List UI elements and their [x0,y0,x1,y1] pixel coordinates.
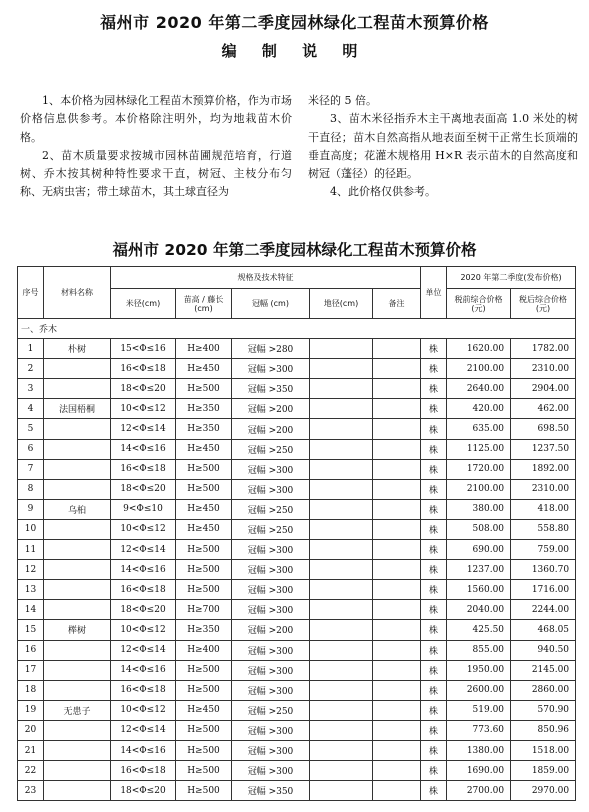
cell-height: H≥500 [176,660,232,680]
cell-diameter: 14<Φ≤16 [111,560,176,580]
cell-pre-tax-price: 1950.00 [447,660,511,680]
cell-seq: 11 [18,540,44,560]
cell-diameter: 12<Φ≤14 [111,419,176,439]
cell-crown: 冠幅 >200 [232,620,310,640]
cell-ground-diameter [310,540,373,560]
cell-ground-diameter [310,419,373,439]
table-row [18,479,576,499]
cell-material-name [44,560,111,580]
cell-crown: 冠幅 >300 [232,761,310,781]
cell-crown: 冠幅 >300 [232,459,310,479]
cell-remark [373,620,421,640]
cell-ground-diameter [310,519,373,539]
table-row [18,399,576,419]
cell-seq: 23 [18,781,44,801]
cell-crown: 冠幅 >350 [232,379,310,399]
cell-unit: 株 [421,439,447,459]
cell-remark [373,339,421,359]
cell-pre-tax-price: 1125.00 [447,439,511,459]
cell-seq: 21 [18,740,44,760]
cell-pre-tax-price: 2600.00 [447,680,511,700]
header-price-group: 2020 年第二季度(发布价格) [447,267,576,289]
cell-pre-tax-price: 2100.00 [447,479,511,499]
cell-height: H≥500 [176,740,232,760]
cell-remark [373,399,421,419]
cell-ground-diameter [310,399,373,419]
notes-right-column [308,92,578,202]
cell-crown: 冠幅 >250 [232,700,310,720]
category-row [18,319,576,339]
cell-seq: 2 [18,359,44,379]
cell-diameter: 18<Φ≤20 [111,479,176,499]
table-row [18,620,576,640]
cell-pre-tax-price: 425.50 [447,620,511,640]
cell-seq: 16 [18,640,44,660]
table-row [18,660,576,680]
cell-diameter: 14<Φ≤16 [111,740,176,760]
cell-post-tax-price: 1782.00 [511,339,576,359]
cell-material-name: 法国梧桐 [44,399,111,419]
cell-unit: 株 [421,419,447,439]
header-remark: 备注 [373,289,421,319]
table-row [18,680,576,700]
cell-material-name: 朴树 [44,339,111,359]
cell-crown: 冠幅 >300 [232,680,310,700]
cell-unit: 株 [421,339,447,359]
cell-remark [373,680,421,700]
cell-crown: 冠幅 >250 [232,439,310,459]
table-row [18,379,576,399]
cell-pre-tax-price: 2700.00 [447,781,511,801]
cell-diameter: 12<Φ≤14 [111,720,176,740]
cell-ground-diameter [310,580,373,600]
cell-height: H≥450 [176,439,232,459]
notes-section [20,92,576,212]
note-paragraph: 米径的 5 倍。 [308,94,377,107]
note-paragraph: 1、本价格为园林绿化工程苗木预算价格，作为市场价格信息供参考。本价格除注明外，均为地栽苗木价格。 [20,94,292,144]
cell-pre-tax-price: 519.00 [447,700,511,720]
cell-unit: 株 [421,700,447,720]
cell-post-tax-price: 2860.00 [511,680,576,700]
table-row [18,519,576,539]
cell-seq: 8 [18,479,44,499]
table-body [18,319,576,801]
cell-unit: 株 [421,459,447,479]
cell-ground-diameter [310,600,373,620]
cell-unit: 株 [421,660,447,680]
cell-unit: 株 [421,560,447,580]
cell-unit: 株 [421,620,447,640]
table-row [18,359,576,379]
cell-diameter: 18<Φ≤20 [111,379,176,399]
cell-remark [373,419,421,439]
cell-diameter: 14<Φ≤16 [111,660,176,680]
cell-diameter: 15<Φ≤16 [111,339,176,359]
cell-ground-diameter [310,620,373,640]
cell-post-tax-price: 570.90 [511,700,576,720]
cell-remark [373,439,421,459]
cell-diameter: 14<Φ≤16 [111,439,176,459]
cell-remark [373,479,421,499]
cell-diameter: 12<Φ≤14 [111,540,176,560]
cell-crown: 冠幅 >300 [232,600,310,620]
section-subtitle: 编 制 说 明 [221,42,368,60]
cell-height: H≥400 [176,339,232,359]
header-pre-tax-price: 税前综合价格(元) [447,289,511,319]
cell-post-tax-price: 2310.00 [511,479,576,499]
cell-pre-tax-price: 773.60 [447,720,511,740]
cell-post-tax-price: 468.05 [511,620,576,640]
header-seq: 序号 [18,267,44,319]
cell-seq: 5 [18,419,44,439]
cell-pre-tax-price: 1560.00 [447,580,511,600]
cell-post-tax-price: 2310.00 [511,359,576,379]
cell-material-name [44,540,111,560]
cell-crown: 冠幅 >280 [232,339,310,359]
cell-unit: 株 [421,761,447,781]
category-label: 一、乔木 [18,319,576,339]
cell-ground-diameter [310,740,373,760]
cell-pre-tax-price: 855.00 [447,640,511,660]
cell-crown: 冠幅 >250 [232,499,310,519]
cell-remark [373,720,421,740]
cell-material-name [44,720,111,740]
cell-remark [373,640,421,660]
cell-material-name [44,640,111,660]
cell-remark [373,459,421,479]
cell-material-name [44,781,111,801]
cell-material-name [44,439,111,459]
cell-unit: 株 [421,720,447,740]
note-paragraph: 3、苗木米径指乔木主干离地表面高 1.0 米处的树干直径；苗木自然高指从地表面至树干正常生长顶端的垂直高度；花灌木规格用 H×R 表示苗木的自然高度和树冠（蓬径）的径距。 [308,112,578,181]
cell-crown: 冠幅 >300 [232,359,310,379]
cell-unit: 株 [421,740,447,760]
price-table [17,266,576,801]
cell-crown: 冠幅 >300 [232,640,310,660]
cell-remark [373,560,421,580]
cell-pre-tax-price: 1720.00 [447,459,511,479]
cell-diameter: 10<Φ≤12 [111,700,176,720]
cell-height: H≥500 [176,560,232,580]
cell-pre-tax-price: 635.00 [447,419,511,439]
cell-post-tax-price: 1360.70 [511,560,576,580]
cell-diameter: 16<Φ≤18 [111,680,176,700]
cell-remark [373,519,421,539]
table-title: 福州市 2020 年第二季度园林绿化工程苗木预算价格 [112,241,477,259]
cell-pre-tax-price: 1237.00 [447,560,511,580]
table-row [18,459,576,479]
cell-ground-diameter [310,379,373,399]
cell-unit: 株 [421,479,447,499]
cell-crown: 冠幅 >250 [232,519,310,539]
table-row [18,560,576,580]
cell-height: H≥500 [176,459,232,479]
cell-height: H≥500 [176,761,232,781]
cell-crown: 冠幅 >350 [232,781,310,801]
cell-post-tax-price: 462.00 [511,399,576,419]
cell-height: H≥450 [176,519,232,539]
cell-ground-diameter [310,499,373,519]
table-row [18,700,576,720]
cell-height: H≥450 [176,359,232,379]
cell-diameter: 10<Φ≤12 [111,519,176,539]
cell-remark [373,540,421,560]
cell-post-tax-price: 1518.00 [511,740,576,760]
cell-post-tax-price: 698.50 [511,419,576,439]
cell-height: H≥350 [176,419,232,439]
cell-height: H≥400 [176,640,232,660]
cell-seq: 3 [18,379,44,399]
cell-height: H≥500 [176,781,232,801]
cell-seq: 1 [18,339,44,359]
table-row [18,540,576,560]
table-row [18,761,576,781]
cell-seq: 15 [18,620,44,640]
cell-ground-diameter [310,339,373,359]
cell-height: H≥350 [176,399,232,419]
cell-seq: 14 [18,600,44,620]
notes-left-column [20,92,292,202]
cell-unit: 株 [421,499,447,519]
cell-material-name [44,479,111,499]
cell-diameter: 18<Φ≤20 [111,600,176,620]
cell-post-tax-price: 940.50 [511,640,576,660]
cell-seq: 10 [18,519,44,539]
cell-remark [373,600,421,620]
header-ground-diameter: 地径(cm) [310,289,373,319]
cell-ground-diameter [310,479,373,499]
cell-pre-tax-price: 2640.00 [447,379,511,399]
table-row [18,600,576,620]
header-material-name: 材料名称 [44,267,111,319]
cell-ground-diameter [310,439,373,459]
cell-pre-tax-price: 1690.00 [447,761,511,781]
cell-seq: 20 [18,720,44,740]
cell-crown: 冠幅 >200 [232,419,310,439]
cell-material-name [44,359,111,379]
cell-material-name [44,761,111,781]
cell-seq: 17 [18,660,44,680]
table-row [18,640,576,660]
cell-post-tax-price: 1859.00 [511,761,576,781]
cell-pre-tax-price: 380.00 [447,499,511,519]
cell-crown: 冠幅 >300 [232,740,310,760]
cell-remark [373,781,421,801]
cell-unit: 株 [421,680,447,700]
cell-seq: 13 [18,580,44,600]
cell-diameter: 16<Φ≤18 [111,761,176,781]
header-unit: 单位 [421,267,447,319]
cell-material-name [44,660,111,680]
page-title: 福州市 2020 年第二季度园林绿化工程苗木预算价格 [100,13,489,32]
cell-unit: 株 [421,600,447,620]
cell-remark [373,580,421,600]
cell-unit: 株 [421,399,447,419]
cell-remark [373,761,421,781]
cell-post-tax-price: 558.80 [511,519,576,539]
cell-remark [373,660,421,680]
cell-unit: 株 [421,580,447,600]
cell-seq: 22 [18,761,44,781]
cell-remark [373,499,421,519]
cell-post-tax-price: 2145.00 [511,660,576,680]
cell-material-name: 乌桕 [44,499,111,519]
note-paragraph: 4、此价格仅供参考。 [330,185,436,199]
cell-height: H≥500 [176,379,232,399]
header-post-tax-price: 税后综合价格(元) [511,289,576,319]
cell-diameter: 16<Φ≤18 [111,580,176,600]
table-row [18,339,576,359]
cell-seq: 6 [18,439,44,459]
cell-unit: 株 [421,540,447,560]
cell-material-name [44,459,111,479]
cell-ground-diameter [310,359,373,379]
cell-post-tax-price: 2244.00 [511,600,576,620]
cell-ground-diameter [310,459,373,479]
table-row [18,720,576,740]
cell-remark [373,359,421,379]
header-height: 苗高 / 藤长 (cm) [176,289,232,319]
cell-height: H≥450 [176,499,232,519]
cell-crown: 冠幅 >200 [232,399,310,419]
cell-diameter: 9<Φ≤10 [111,499,176,519]
header-spec: 规格及技术特征 [111,267,421,289]
cell-post-tax-price: 1716.00 [511,580,576,600]
cell-crown: 冠幅 >300 [232,540,310,560]
table-row [18,419,576,439]
cell-height: H≥500 [176,540,232,560]
cell-material-name: 无患子 [44,700,111,720]
note-paragraph: 2、苗木质量要求按城市园林苗圃规范培育，行道树、乔木按其树种特性要求干直，树冠、主枝分布匀称、无病虫害；带土球苗木，其土球直径为 [20,148,292,199]
cell-crown: 冠幅 >300 [232,479,310,499]
cell-height: H≥350 [176,620,232,640]
cell-ground-diameter [310,761,373,781]
cell-material-name [44,740,111,760]
cell-post-tax-price: 2970.00 [511,781,576,801]
cell-post-tax-price: 759.00 [511,540,576,560]
table-row [18,499,576,519]
cell-unit: 株 [421,519,447,539]
cell-material-name [44,580,111,600]
cell-height: H≥500 [176,479,232,499]
cell-crown: 冠幅 >300 [232,560,310,580]
cell-diameter: 10<Φ≤12 [111,620,176,640]
cell-crown: 冠幅 >300 [232,580,310,600]
table-row [18,781,576,801]
cell-remark [373,700,421,720]
cell-unit: 株 [421,640,447,660]
cell-material-name [44,379,111,399]
cell-remark [373,379,421,399]
cell-pre-tax-price: 2040.00 [447,600,511,620]
cell-ground-diameter [310,660,373,680]
cell-material-name [44,600,111,620]
cell-diameter: 16<Φ≤18 [111,459,176,479]
cell-pre-tax-price: 508.00 [447,519,511,539]
cell-ground-diameter [310,640,373,660]
cell-ground-diameter [310,720,373,740]
cell-post-tax-price: 850.96 [511,720,576,740]
cell-pre-tax-price: 1620.00 [447,339,511,359]
cell-height: H≥500 [176,720,232,740]
cell-unit: 株 [421,781,447,801]
cell-seq: 19 [18,700,44,720]
cell-seq: 9 [18,499,44,519]
cell-pre-tax-price: 420.00 [447,399,511,419]
cell-unit: 株 [421,359,447,379]
table-row [18,740,576,760]
cell-material-name [44,419,111,439]
cell-ground-diameter [310,560,373,580]
cell-diameter: 18<Φ≤20 [111,781,176,801]
cell-seq: 7 [18,459,44,479]
cell-diameter: 16<Φ≤18 [111,359,176,379]
cell-ground-diameter [310,680,373,700]
cell-ground-diameter [310,781,373,801]
cell-remark [373,740,421,760]
cell-diameter: 10<Φ≤12 [111,399,176,419]
cell-height: H≥700 [176,600,232,620]
cell-material-name [44,519,111,539]
cell-height: H≥450 [176,700,232,720]
cell-crown: 冠幅 >300 [232,660,310,680]
cell-seq: 12 [18,560,44,580]
cell-post-tax-price: 1237.50 [511,439,576,459]
table-row [18,580,576,600]
cell-pre-tax-price: 2100.00 [447,359,511,379]
cell-post-tax-price: 418.00 [511,499,576,519]
cell-diameter: 12<Φ≤14 [111,640,176,660]
cell-seq: 18 [18,680,44,700]
cell-height: H≥500 [176,580,232,600]
cell-material-name: 榉树 [44,620,111,640]
cell-post-tax-price: 1892.00 [511,459,576,479]
cell-seq: 4 [18,399,44,419]
table-row [18,439,576,459]
cell-post-tax-price: 2904.00 [511,379,576,399]
header-diameter: 米径(cm) [111,289,176,319]
cell-pre-tax-price: 1380.00 [447,740,511,760]
cell-height: H≥500 [176,680,232,700]
cell-material-name [44,680,111,700]
header-crown: 冠幅 (cm) [232,289,310,319]
cell-crown: 冠幅 >300 [232,720,310,740]
cell-pre-tax-price: 690.00 [447,540,511,560]
cell-unit: 株 [421,379,447,399]
cell-ground-diameter [310,700,373,720]
